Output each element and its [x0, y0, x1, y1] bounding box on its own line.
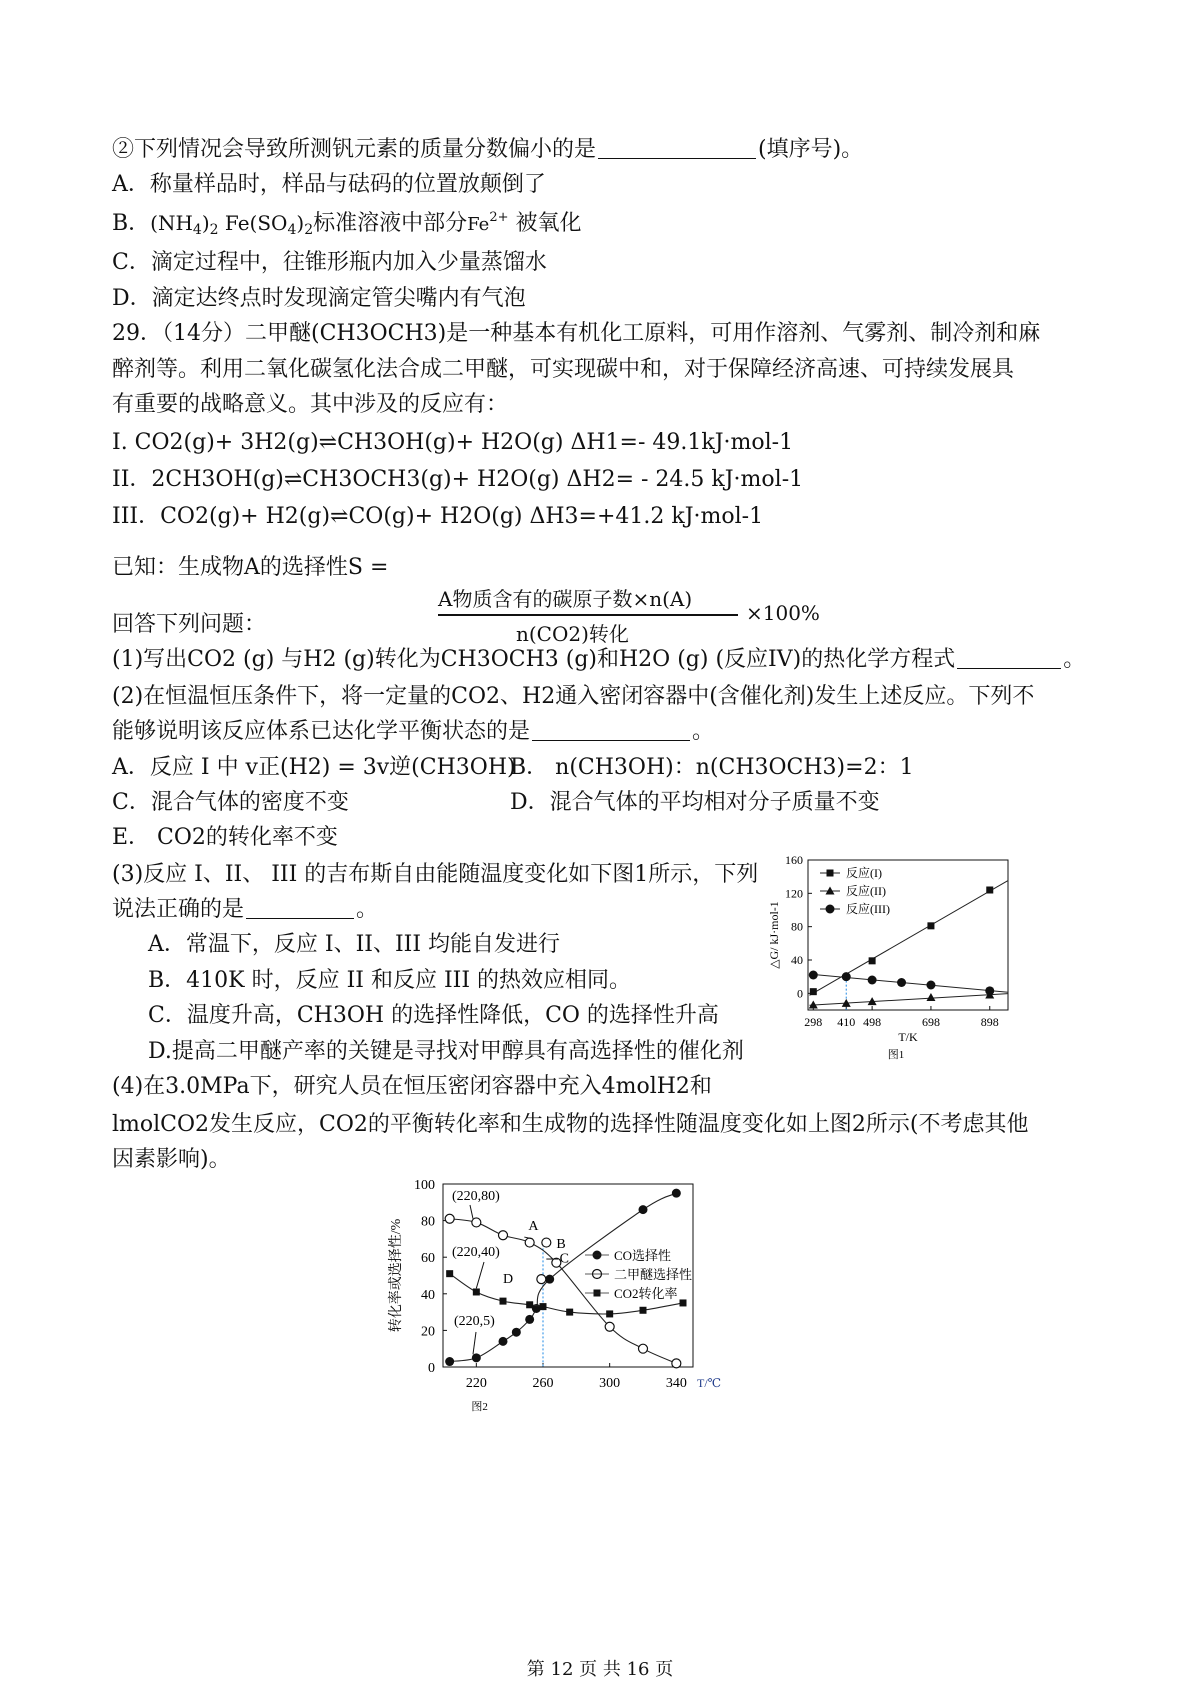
data-point	[639, 1344, 648, 1353]
y-tick-label: 20	[421, 1324, 435, 1340]
data-point	[926, 981, 935, 990]
data-point	[472, 1218, 481, 1227]
part-3-option-d: D.提高二甲醚产率的关键是寻找对甲醇具有高选择性的催化剂	[148, 1039, 744, 1064]
x-tick-label: 220	[465, 1376, 487, 1391]
data-point	[672, 1189, 681, 1198]
data-point	[927, 922, 934, 929]
y-axis-label: 转化率或选择性/%	[389, 1218, 404, 1333]
part-3-line-1: (3)反应 I、II、 III 的吉布斯自由能随温度变化如下图1所示，下列	[112, 862, 759, 887]
y-tick-label: 80	[421, 1214, 435, 1230]
legend-label: 二甲醚选择性	[614, 1267, 693, 1282]
data-point	[526, 1301, 533, 1308]
y-tick-label: 80	[791, 919, 803, 934]
x-tick-label: 300	[599, 1376, 621, 1391]
part-2-option-c: C．混合气体的密度不变	[112, 790, 349, 815]
option-c: C．滴定过程中，往锥形瓶内加入少量蒸馏水	[112, 250, 547, 275]
data-point	[472, 1353, 481, 1362]
data-point	[672, 1359, 681, 1368]
reaction-ii: II．2CH3OH(g)⇌CH3OCH3(g)+ H2O(g) ΔH2= - 24.5 kJ·mol-1	[112, 467, 804, 492]
part-1: (1)写出CO2 (g) 与H2 (g)转化为CH3OCH3 (g)和H2O (g) (反应IV)的热化学方程式 。	[112, 647, 1086, 672]
q29-intro-1: 29．（14分）二甲醚(CH3OCH3)是一种基本有机化工原料，可用作溶剂、气雾剂、制冷剂和麻	[112, 321, 1041, 346]
part-3-line-2: 说法正确的是 。	[112, 897, 379, 922]
data-point	[445, 1214, 454, 1223]
data-point	[500, 1298, 507, 1305]
y-tick-label: 40	[791, 953, 803, 967]
figure-2-selectivity-chart	[380, 1170, 740, 1425]
answer-heading: 回答下列问题：	[112, 612, 267, 637]
annotation-arrow	[470, 1205, 473, 1219]
data-point	[525, 1315, 534, 1324]
data-point	[606, 1310, 613, 1317]
data-point	[446, 1270, 453, 1277]
data-point	[868, 976, 877, 985]
legend-label: 反应(III)	[846, 902, 890, 916]
part-3-option-c: C．温度升高，CH3OH 的选择性降低，CO 的选择性升高	[148, 1003, 719, 1028]
answer-blank[interactable]	[957, 646, 1061, 669]
part-3-option-b: B．410K 时，反应 II 和反应 III 的热效应相同。	[148, 968, 632, 993]
formula-numerator: A物质含有的碳原子数×n(A)	[438, 587, 693, 611]
legend-label: CO选择性	[614, 1248, 672, 1263]
figure-1-gibbs-chart	[760, 845, 1120, 1075]
data-point	[869, 957, 876, 964]
data-point	[842, 972, 851, 981]
series-line	[809, 974, 1008, 992]
data-point	[985, 986, 994, 995]
data-point	[680, 1299, 687, 1306]
legend-marker	[826, 905, 835, 914]
data-point	[566, 1309, 573, 1316]
data-point	[499, 1337, 508, 1346]
part-2-option-d: D．混合气体的平均相对分子质量不变	[510, 790, 880, 815]
selectivity-definition: 已知：生成物A的选择性S =	[112, 555, 389, 580]
figure-1-svg	[760, 845, 1120, 1075]
annotation-label: (220,80)	[452, 1189, 500, 1204]
answer-blank[interactable]	[532, 718, 690, 741]
plot-frame	[808, 860, 1008, 1010]
part-2-line-2: 能够说明该反应体系已达化学平衡状态的是 。	[112, 719, 715, 744]
data-point	[809, 971, 818, 980]
x-tick-label: 498	[863, 1015, 882, 1029]
y-tick-label: 160	[785, 853, 803, 867]
part-4-line-3: 因素影响)。	[112, 1147, 231, 1172]
figure-caption: 图1	[887, 1049, 905, 1061]
data-point	[640, 1307, 647, 1314]
annotation-label: A	[528, 1218, 539, 1234]
figure-2-svg	[380, 1170, 740, 1425]
annotation-label: B	[556, 1237, 566, 1253]
part-3-option-a: A．常温下，反应 I、II、III 均能自发进行	[148, 932, 561, 957]
annotation-label: (220,5)	[454, 1314, 495, 1329]
option-d: D．滴定达终点时发现滴定管尖嘴内有气泡	[112, 286, 526, 311]
formula-percent: ×100%	[746, 601, 820, 625]
annotation-label: D	[503, 1271, 514, 1287]
formula-denominator: n(CO2)转化	[516, 622, 629, 646]
data-point	[986, 887, 993, 894]
answer-blank[interactable]	[246, 896, 354, 919]
part-2-option-a: A．反应 I 中 v正(H2) = 3v逆(CH3OH)	[112, 755, 516, 780]
data-point	[540, 1303, 547, 1310]
data-point	[512, 1328, 521, 1337]
data-point	[473, 1288, 480, 1295]
question-line: ②下列情况会导致所测钒元素的质量分数偏小的是 (填序号)。	[112, 137, 864, 162]
x-tick-label: 698	[921, 1015, 940, 1029]
x-axis-label: T/℃	[697, 1376, 722, 1390]
q29-intro-3: 有重要的战略意义。其中涉及的反应有：	[112, 392, 509, 417]
fraction-bar	[438, 614, 738, 616]
legend-label: 反应(II)	[846, 884, 886, 898]
data-point	[810, 988, 817, 995]
figure-caption: 图2	[471, 1401, 488, 1413]
y-tick-label: 0	[797, 986, 803, 1001]
data-point	[445, 1357, 454, 1366]
reaction-i: I. CO2(g)+ 3H2(g)⇌CH3OH(g)+ H2O(g) ΔH1=- 49.1kJ·mol-1	[112, 430, 794, 455]
series-line	[809, 881, 1008, 996]
page-footer: 第 12 页 共 16 页	[526, 1659, 674, 1680]
legend-label: CO2转化率	[614, 1286, 678, 1301]
answer-blank[interactable]	[598, 136, 756, 159]
x-tick-label: 298	[804, 1015, 823, 1029]
y-tick-label: 40	[421, 1287, 435, 1303]
legend-marker	[827, 870, 834, 877]
annotation-label: C	[559, 1251, 570, 1267]
reaction-iii: III．CO2(g)+ H2(g)⇌CO(g)+ H2O(g) ΔH3=+41.2 kJ·mol-1	[112, 504, 764, 529]
x-tick-label: 340	[665, 1376, 687, 1391]
x-tick-label: 260	[532, 1376, 554, 1391]
y-tick-label: 0	[428, 1361, 435, 1376]
data-point	[926, 993, 935, 1001]
x-tick-label: 898	[980, 1015, 999, 1029]
x-tick-label: 410	[837, 1015, 856, 1029]
y-tick-label: 120	[785, 886, 803, 901]
data-point	[545, 1275, 554, 1284]
data-point	[499, 1231, 508, 1240]
annotation-point-d	[537, 1275, 546, 1284]
option-a: A．称量样品时，样品与砝码的位置放颠倒了	[112, 172, 546, 197]
part-4-line-1: (4)在3.0MPa下，研究人员在恒压密闭容器中充入4molH2和	[112, 1074, 712, 1099]
option-b: B．$(NH_4)_2$ $Fe(SO_4)_2$标准溶液中部分$Fe^{2+}$ 被氧化	[112, 210, 582, 238]
part-2-line-1: (2)在恒温恒压条件下，将一定量的CO2、H2通入密闭容器中(含催化剂)发生上述反应。下列不	[112, 684, 1035, 709]
series-line	[809, 994, 1008, 1006]
y-tick-label: 100	[414, 1178, 435, 1193]
annotation-point-b	[542, 1238, 551, 1247]
part-2-option-b: B． n(CH3OH)：n(CH3OCH3)=2：1	[510, 755, 914, 780]
part-2-option-e: E． CO2的转化率不变	[112, 825, 338, 850]
data-point	[639, 1205, 648, 1214]
part-4-line-2: lmolCO2发生反应，CO2的平衡转化率和生成物的选择性随温度变化如上图2所示(不考虑其他	[112, 1112, 1029, 1137]
data-point	[605, 1322, 614, 1331]
data-point	[897, 978, 906, 987]
x-axis-label: T/K	[898, 1030, 918, 1044]
y-axis-label: △G/ kJ·mol-1	[767, 901, 781, 969]
legend-label: 反应(I)	[846, 866, 882, 880]
y-tick-label: 60	[421, 1251, 435, 1267]
q29-intro-2: 醉剂等。利用二氧化碳氢化法合成二甲醚，可实现碳中和，对于保障经济高速、可持续发展具	[112, 357, 1015, 382]
annotation-label: (220,40)	[452, 1245, 500, 1260]
annotation-arrow	[473, 1332, 476, 1354]
data-point	[525, 1238, 534, 1247]
annotation-arrow	[476, 1262, 484, 1288]
